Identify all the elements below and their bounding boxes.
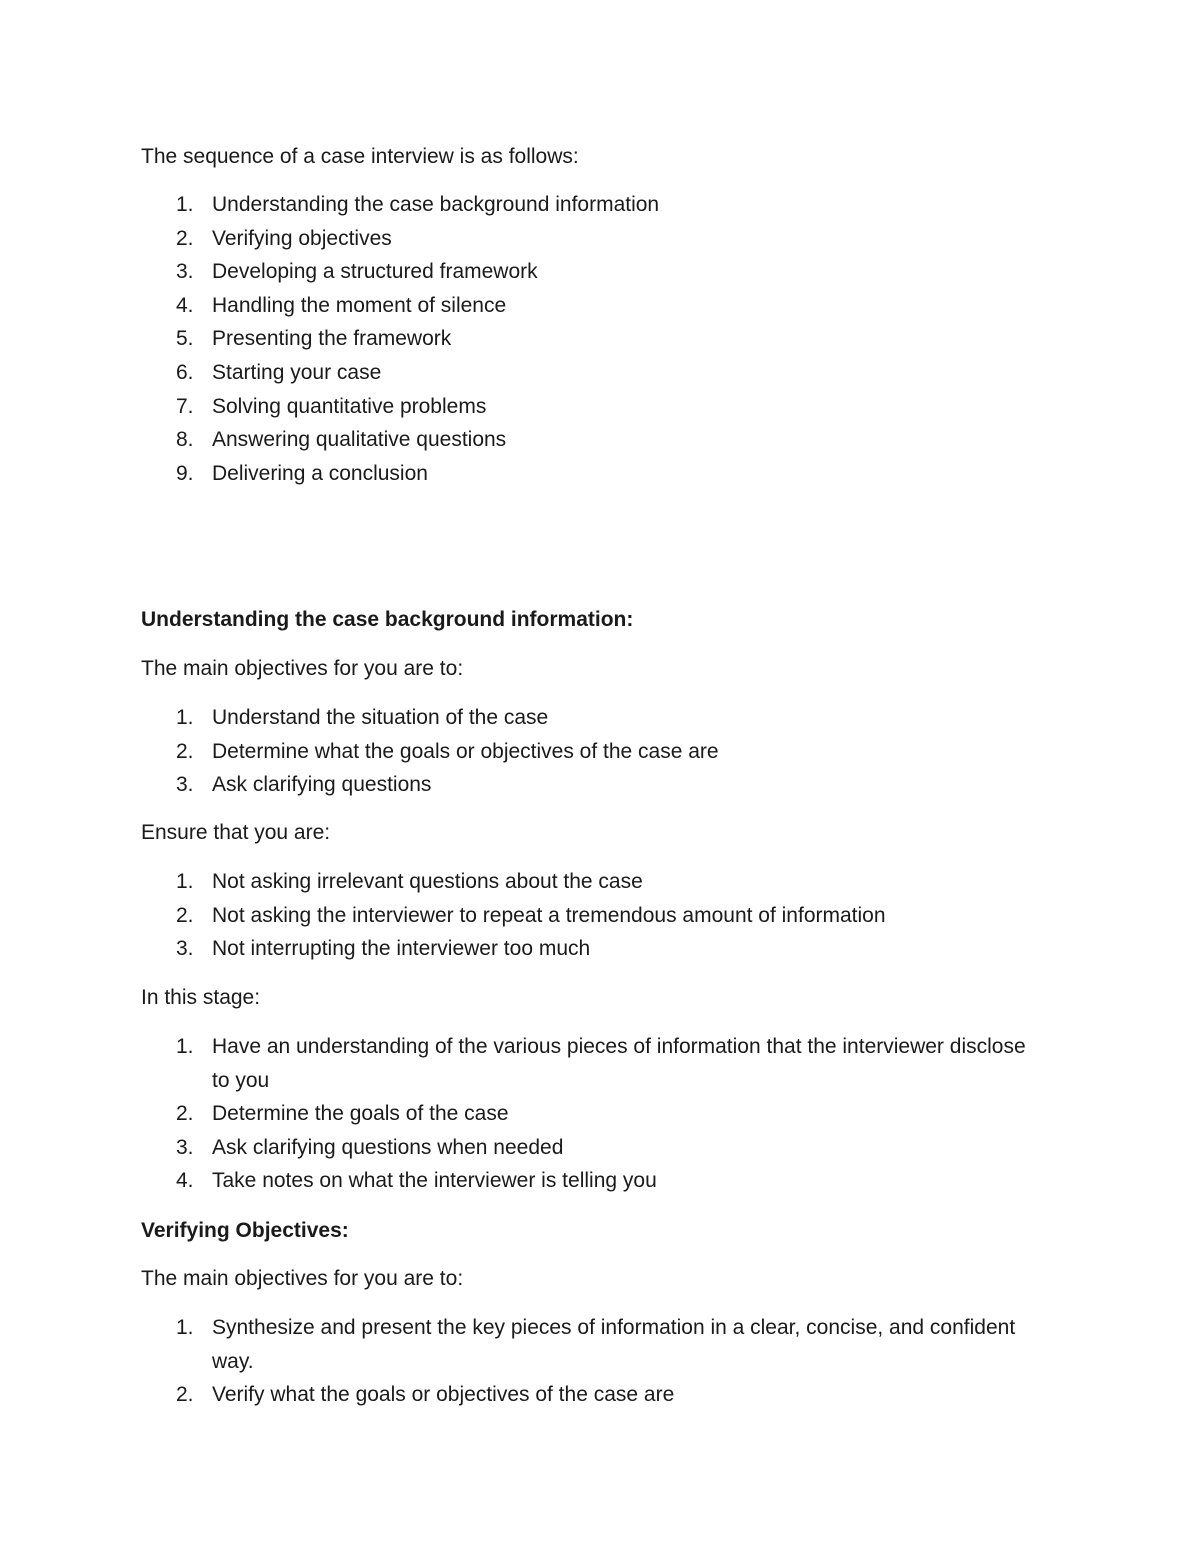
list-item: 2. Determine what the goals or objectives of the case are — [176, 739, 719, 763]
list-item: 9. Delivering a conclusion — [176, 461, 428, 485]
list-item: 2. Not asking the interviewer to repeat a tremendous amount of information — [176, 903, 886, 927]
list-item: 2. Verify what the goals or objectives of the case are — [176, 1383, 675, 1407]
list-item: 6. Starting your case — [176, 360, 382, 384]
objectives-intro-2: The main objectives for you are to: — [141, 1267, 464, 1290]
list-item: 5. Presenting the framework — [176, 327, 452, 351]
list-item: 2. Determine the goals of the case — [176, 1102, 509, 1126]
sequence-list — [141, 188, 1032, 490]
section-heading-background: Understanding the case background information: — [141, 608, 634, 631]
list-item: 3. Ask clarifying questions when needed — [176, 1135, 564, 1159]
list-item: 1. Synthesize and present the key pieces of information in a clear, concise, and confident way. — [176, 1316, 1016, 1373]
stage-intro: In this stage: — [141, 986, 261, 1009]
list-item: 1. Have an understanding of the various pieces of information that the interviewer disclose to you — [176, 1035, 1026, 1092]
list-item: 4. Take notes on what the interviewer is telling you — [176, 1169, 657, 1193]
ensure-list — [141, 865, 1032, 966]
objectives-intro: The main objectives for you are to: — [141, 657, 464, 680]
section-heading-verifying: Verifying Objectives: — [141, 1219, 349, 1242]
intro-paragraph: The sequence of a case interview is as follows: — [141, 145, 579, 168]
verify-objectives-list — [141, 1311, 1032, 1412]
list-item: 4. Handling the moment of silence — [176, 293, 507, 317]
list-item: 3. Ask clarifying questions — [176, 773, 432, 797]
list-item: 1. Understanding the case background information — [176, 193, 660, 216]
ensure-intro: Ensure that you are: — [141, 821, 331, 844]
list-item: 3. Not interrupting the interviewer too much — [176, 937, 591, 961]
list-item: 3. Developing a structured framework — [176, 260, 538, 284]
stage-list — [141, 1030, 1032, 1198]
list-item: 1. Not asking irrelevant questions about the case — [176, 870, 643, 893]
list-item: 8. Answering qualitative questions — [176, 428, 507, 452]
list-item: 1. Understand the situation of the case — [176, 706, 549, 729]
list-item: 7. Solving quantitative problems — [176, 394, 487, 418]
list-item: 2. Verifying objectives — [176, 226, 392, 250]
objectives-list — [141, 701, 1032, 802]
